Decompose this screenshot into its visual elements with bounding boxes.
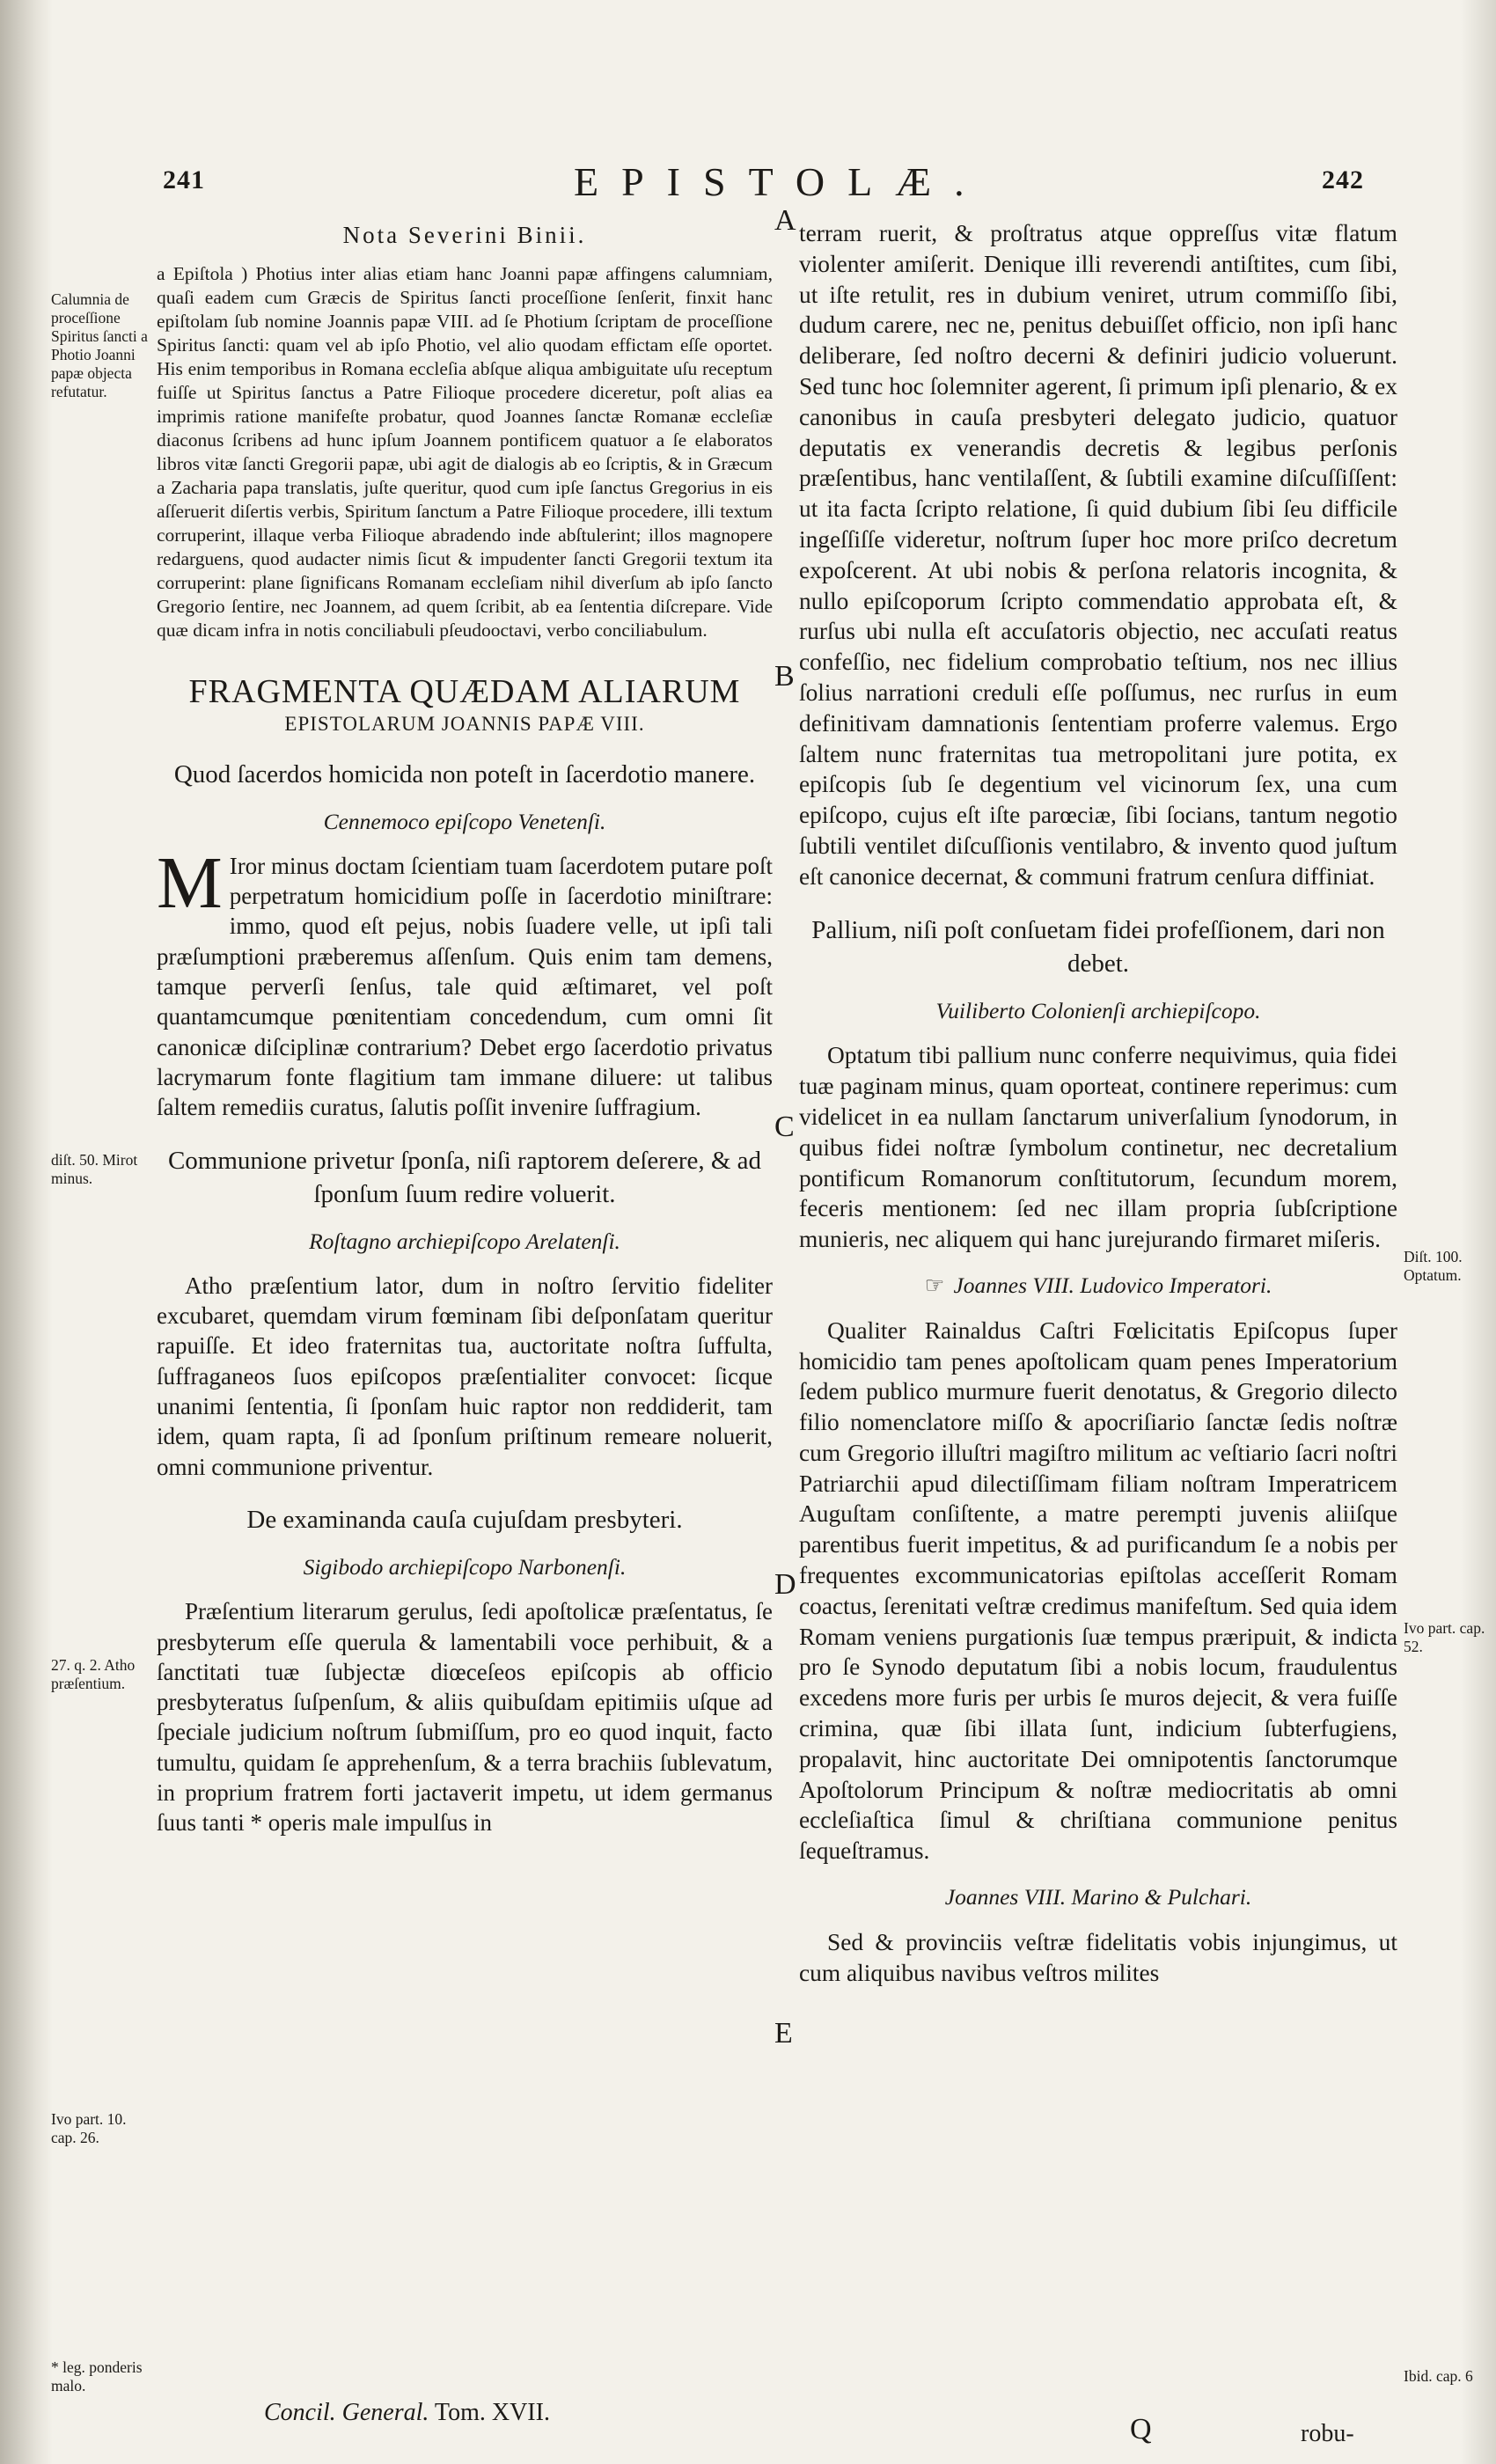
margin-note-calumnia: Calumnia de proceſſione Spiritus ſancti a Photio Joanni papæ objecta refutatur. <box>51 290 148 400</box>
section-letter-d: D <box>774 1568 796 1601</box>
section-title-pallium: Pallium, niſi poſt conſuetam fidei profeſſionem, dari non debet. <box>811 915 1385 978</box>
page-number-left: 241 <box>163 165 205 194</box>
left-column <box>157 218 773 1838</box>
margin-note-leg: * leg. ponderis malo. <box>51 2358 143 2394</box>
binding-gutter <box>0 0 53 2464</box>
continued-text-sigibodo: terram ruerit, & proſtratus atque oppreſſus vitæ flatum violenter amiſerit. Denique illi reverendi antiſtites, cum ſibi, ut iſte retulit, res in dubium veniret, utrum commiſſo ſibi, dudum carere, nec ne, penitus debuiſſet officio, non ipſi hanc deliberare, ſed noſtro decerni & definiri judicio voluerunt. Sed tunc hoc ſolemniter agerent, ſi primum ipſi plenario, & ex canonibus in cauſa presbyteri delegato judicio, quatuor deputatis ex venerandis decretis & legibus perſonis præſentibus, hanc ventilaſſent, & ſubtili examine diſcuſſiſſent: ut ita facta ſcripto relatione, ſi quid dubium ſibi ſeu difficile ingeſſiſſe videretur, noſtrum ſuper hoc more priſco decretum expoſcerent. At ubi nobis & perſona relatoris incognita, & nullo epiſcoporum ſcripto commendatio approbata eſt, & rurſus ubi nulla eſt accuſatoris objectio, nec accuſati reatus confeſſio, nec fidelium comprobatio teſtium, nos nec illius ſolius narrationi creduli eſſe poſſumus, nec rurſus in eum definitivam damnationis ſententiam proferre valemus. Ergo ſaltem nunc fraternitas tua metropolitani jure potita, ex epiſcopis ſub ſe degentium vel vicinorum ſex, una cum epiſcopo, cujus eſt iſte parœciæ, ſibi ſocians, tantum negotio ſubtili ventilet diſcuſſionis ventilabro, & invento quod juſtum eſt canonice decernat, & communi fratrum cenſura diffiniat. <box>799 220 1397 890</box>
margin-note-ibid: Ibid. cap. 6 <box>1404 2367 1473 2385</box>
addressee-ludovico-text: Joannes VIII. Ludovico Imperatori. <box>953 1272 1272 1298</box>
addressee-cennemoco: Cennemoco epiſcopo Venetenſi. <box>323 808 606 834</box>
catchword: robu- <box>1301 2420 1354 2447</box>
letter-text-ludovico: Qualiter Rainaldus Caſtri Fœlicitatis Epiſcopus ſuper homicidio tam penes apoſtolicam quam penes Imperatorium ſedem publico murmure fuerit denotatus, & Gregorio dilecto filio nomenclatore miſſo & apocriſiario ſanctæ ſedis noſtræ cum Gregorio illuſtri magiſtro militum ac veſtiario ſacri noſtri Patriarchii apud dilectiſſimam filiam noſtram Imperatricem Auguſtam conſiſtente, a matre perempti juvenis aliiſque parentibus fuerit impetitus, & ad purificandum ſe a nobis per frequentes excommunicatorias epiſtolas acceſſerit Romam coactus, ſerenitati veſtræ credimus manifeſtum. Sed quia idem Romam veniens purgationis ſuæ tempus præripuit, & indicta pro ſe Synodo deputatum ſibi a nobis locum, fraudulentus excedens more furis per urbis ſe muros dejecit, & vera fuiſſe crimina, quæ ſibi illata ſunt, indicium ſubterfugiens, propalavit, hinc auctoritate Dei omnipotentis ſanctorumque Apoſtolorum Principum & noſtræ mediocritatis ab omni eccleſiaſtica ſimul & chriſtiana communione penitus ſequeſtramus. <box>799 1316 1397 1865</box>
pointing-hand-icon: ☞ <box>924 1272 945 1298</box>
letter-text-rostagno: Atho præſentium lator, dum in noſtro ſervitio fideliter excubaret, quemdam virum fœminam ſibi deſponſatam queritur rapuiſſe. Et ideo fraternitas tua, auctoritate noſtra ſuffulta, ſuffraganeos ſuos epiſcopos præſentialiter convocet: ſicque unanimi ſententia, ſi ſponſam huic raptor non reddiderit, tam idem, quam rapta, ſi ad ſponſum priſtinum remeare noluerit, omni communione priventur. <box>157 1272 773 1480</box>
nota-text: a Epiſtola ) Photius inter alias etiam hanc Joanni papæ affingens calumniam, quaſi eadem cum Græcis de Spiritus ſancti proceſſione ſenſerit, finxit hanc epiſtolam ſub nomine Joannis papæ VIII. ad ſe Photium ſcriptam de proceſſione Spiritus ſancti: quam vel ab ipſo Photio, vel alio quodam effictam eſſe oportet. His enim temporibus in Romana eccleſia abſque aliqua ambiguitate uſu receptum fuiſſe ut Spiritus ſanctus a Patre Filioque procedere diceretur, poſt alias ea imprimis ratione manifeſte probatur, quod Joannes ſanctæ Romanæ eccleſiæ diaconus ſcribens ad hunc ipſum Joannem pontificem quatuor a ſe elaboratos libros vitæ ſancti Gregorii papæ, ubi agit de dialogis ab eo ſcriptis, & in Græcum a Zacharia papa translatis, juſte queritur, quod cum ipſe ſanctus Gregorius in eis aſſeruerit diſertis verbis, Spiritum ſanctum a Patre Filioque procedere, illi textum corruperint, illaque verba Filioque abradendo inde abſtulerint; illos magnopere redarguens, quod audacter nimis ſicut & impudenter ſancti Gregorii textum ita corruperint: plane ſignificans Romanam eccleſiam nihil diverſum ab ipſo ſancto Gregorio ſentire, nec Joannem, ad quem ſcribit, ab ea ſententia diſcrepare. Vide quæ dicam infra in notis conciliabuli pſeudooctavi, verbo conciliabulum. <box>157 263 773 642</box>
drop-cap: M <box>157 841 223 924</box>
addressee-marino: Joannes VIII. Marino & Pulchari. <box>944 1884 1252 1910</box>
section-title-homicide: Quod ſacerdos homicida non poteſt in ſacerdotio manere. <box>173 759 756 788</box>
footer-work: Concil. General. <box>264 2399 429 2426</box>
section-letter-b: B <box>774 660 795 693</box>
letter-text-vuiliberto: Optatum tibi pallium nunc conferre nequivimus, quia fidei tuæ paginam minus, quam oporteat, continere reperimus: cum videlicet in ea nullam ſanctarum univerſalium ſynodorum, in quibus fidei noſtræ ſymbolum continetur, nec decretalium pontificum Romanorum conſtitutorum, ſecundum morem, feceris mentionem: ſed nec illam propria ſubſcriptione munieris, nec aliquem qui hanc jurejurando firmaret miſeris. <box>799 1042 1397 1253</box>
addressee-rostagno: Roſtagno archiepiſcopo Arelatenſi. <box>309 1228 620 1254</box>
section-letter-e: E <box>774 2017 793 2050</box>
signature-mark: Q <box>1130 2413 1152 2446</box>
addressee-ludovico <box>799 1271 1397 1302</box>
letter-text-sigibodo: Præſentium literarum gerulus, ſedi apoſtolicæ præſentatus, ſe presbyterum eſſe querula & lamentabili voce perhibuit, & a ſanctitati tuæ ſubjectæ diœceſeos epiſcopis ab officio presbyteratus ſuſpenſum, & aliis quibuſdam epitimiis uſque ad ſpeciale judicium noſtrum ſubmiſſum, pro eo quod inquit, facto tumultu, quidam ſe apprehenſum, & a terra brachiis ſublevatum, in proprium fratrem forti jactaverit impetu, ut idem germanus ſuus tanti * operis male impulſus in <box>157 1598 773 1837</box>
addressee-vuiliberto: Vuiliberto Colonienſi archiepiſcopo. <box>935 997 1261 1023</box>
letter-text-cennemoco <box>157 841 773 1123</box>
page-edge <box>1461 0 1496 2464</box>
letter-body: Iror minus doctam ſcientiam tuam ſacerdotem putare poſt perpetratum homicidium poſſe in ſacerdotio miniſtrare: immo, quod eſt pejus, nobis ſuadere velle, ut ipſi tali præſumptioni præberemus aſſenſum. Quis enim tam demens, tamque perverſi ſenſus, tale quid æſtimaret, vel poſt quantamcumque pœnitentiam concedendum, cum omni ſit canonicæ diſciplinæ contrarium? Debet ergo ſacerdotio privatus lacrymarum fonte flagitium tam immane diluere: ut talibus ſaltem remediis curatus, ſalutis poſſit invenire ſuffragium. <box>157 852 773 1121</box>
page-number-right: 242 <box>1322 165 1364 194</box>
margin-note-dist-50: diſt. 50. Mirot minus. <box>51 1151 138 1187</box>
margin-note-dist-100: Diſt. 100. Optatum. <box>1404 1248 1463 1284</box>
addressee-sigibodo: Sigibodo archiepiſcopo Narbonenſi. <box>303 1553 627 1580</box>
footer-tome: Tom. XVII. <box>434 2399 550 2426</box>
margin-note-ivo-right: Ivo part. cap. 52. <box>1404 1619 1485 1655</box>
fragment-subheading: EPISTOLARUM JOANNIS PAPÆ VIII. <box>284 713 645 736</box>
letter-text-marino: Sed & provinciis veſtræ fidelitatis vobis injungimus, ut cum aliquibus navibus veſtros milites <box>799 1928 1397 1986</box>
section-title-sponsa: Communione privetur ſponſa, niſi raptorem deſerere, & ad ſponſum ſuum redire voluerit. <box>167 1146 762 1208</box>
section-letter-c: C <box>774 1111 795 1143</box>
right-column <box>799 218 1397 1988</box>
running-title: EPISTOLÆ. <box>574 159 987 204</box>
margin-note-q27: 27. q. 2. Atho præſentium. <box>51 1656 136 1692</box>
nota-heading: Nota Severini Binii. <box>342 222 587 248</box>
section-title-presbyter: De examinanda cauſa cujuſdam presbyteri. <box>246 1505 683 1534</box>
fragment-heading: FRAGMENTA QUÆDAM ALIARUM <box>188 673 741 711</box>
section-letter-a: A <box>774 204 796 237</box>
footer-line <box>264 2399 550 2427</box>
margin-note-ivo-left: Ivo part. 10. cap. 26. <box>51 2110 127 2146</box>
